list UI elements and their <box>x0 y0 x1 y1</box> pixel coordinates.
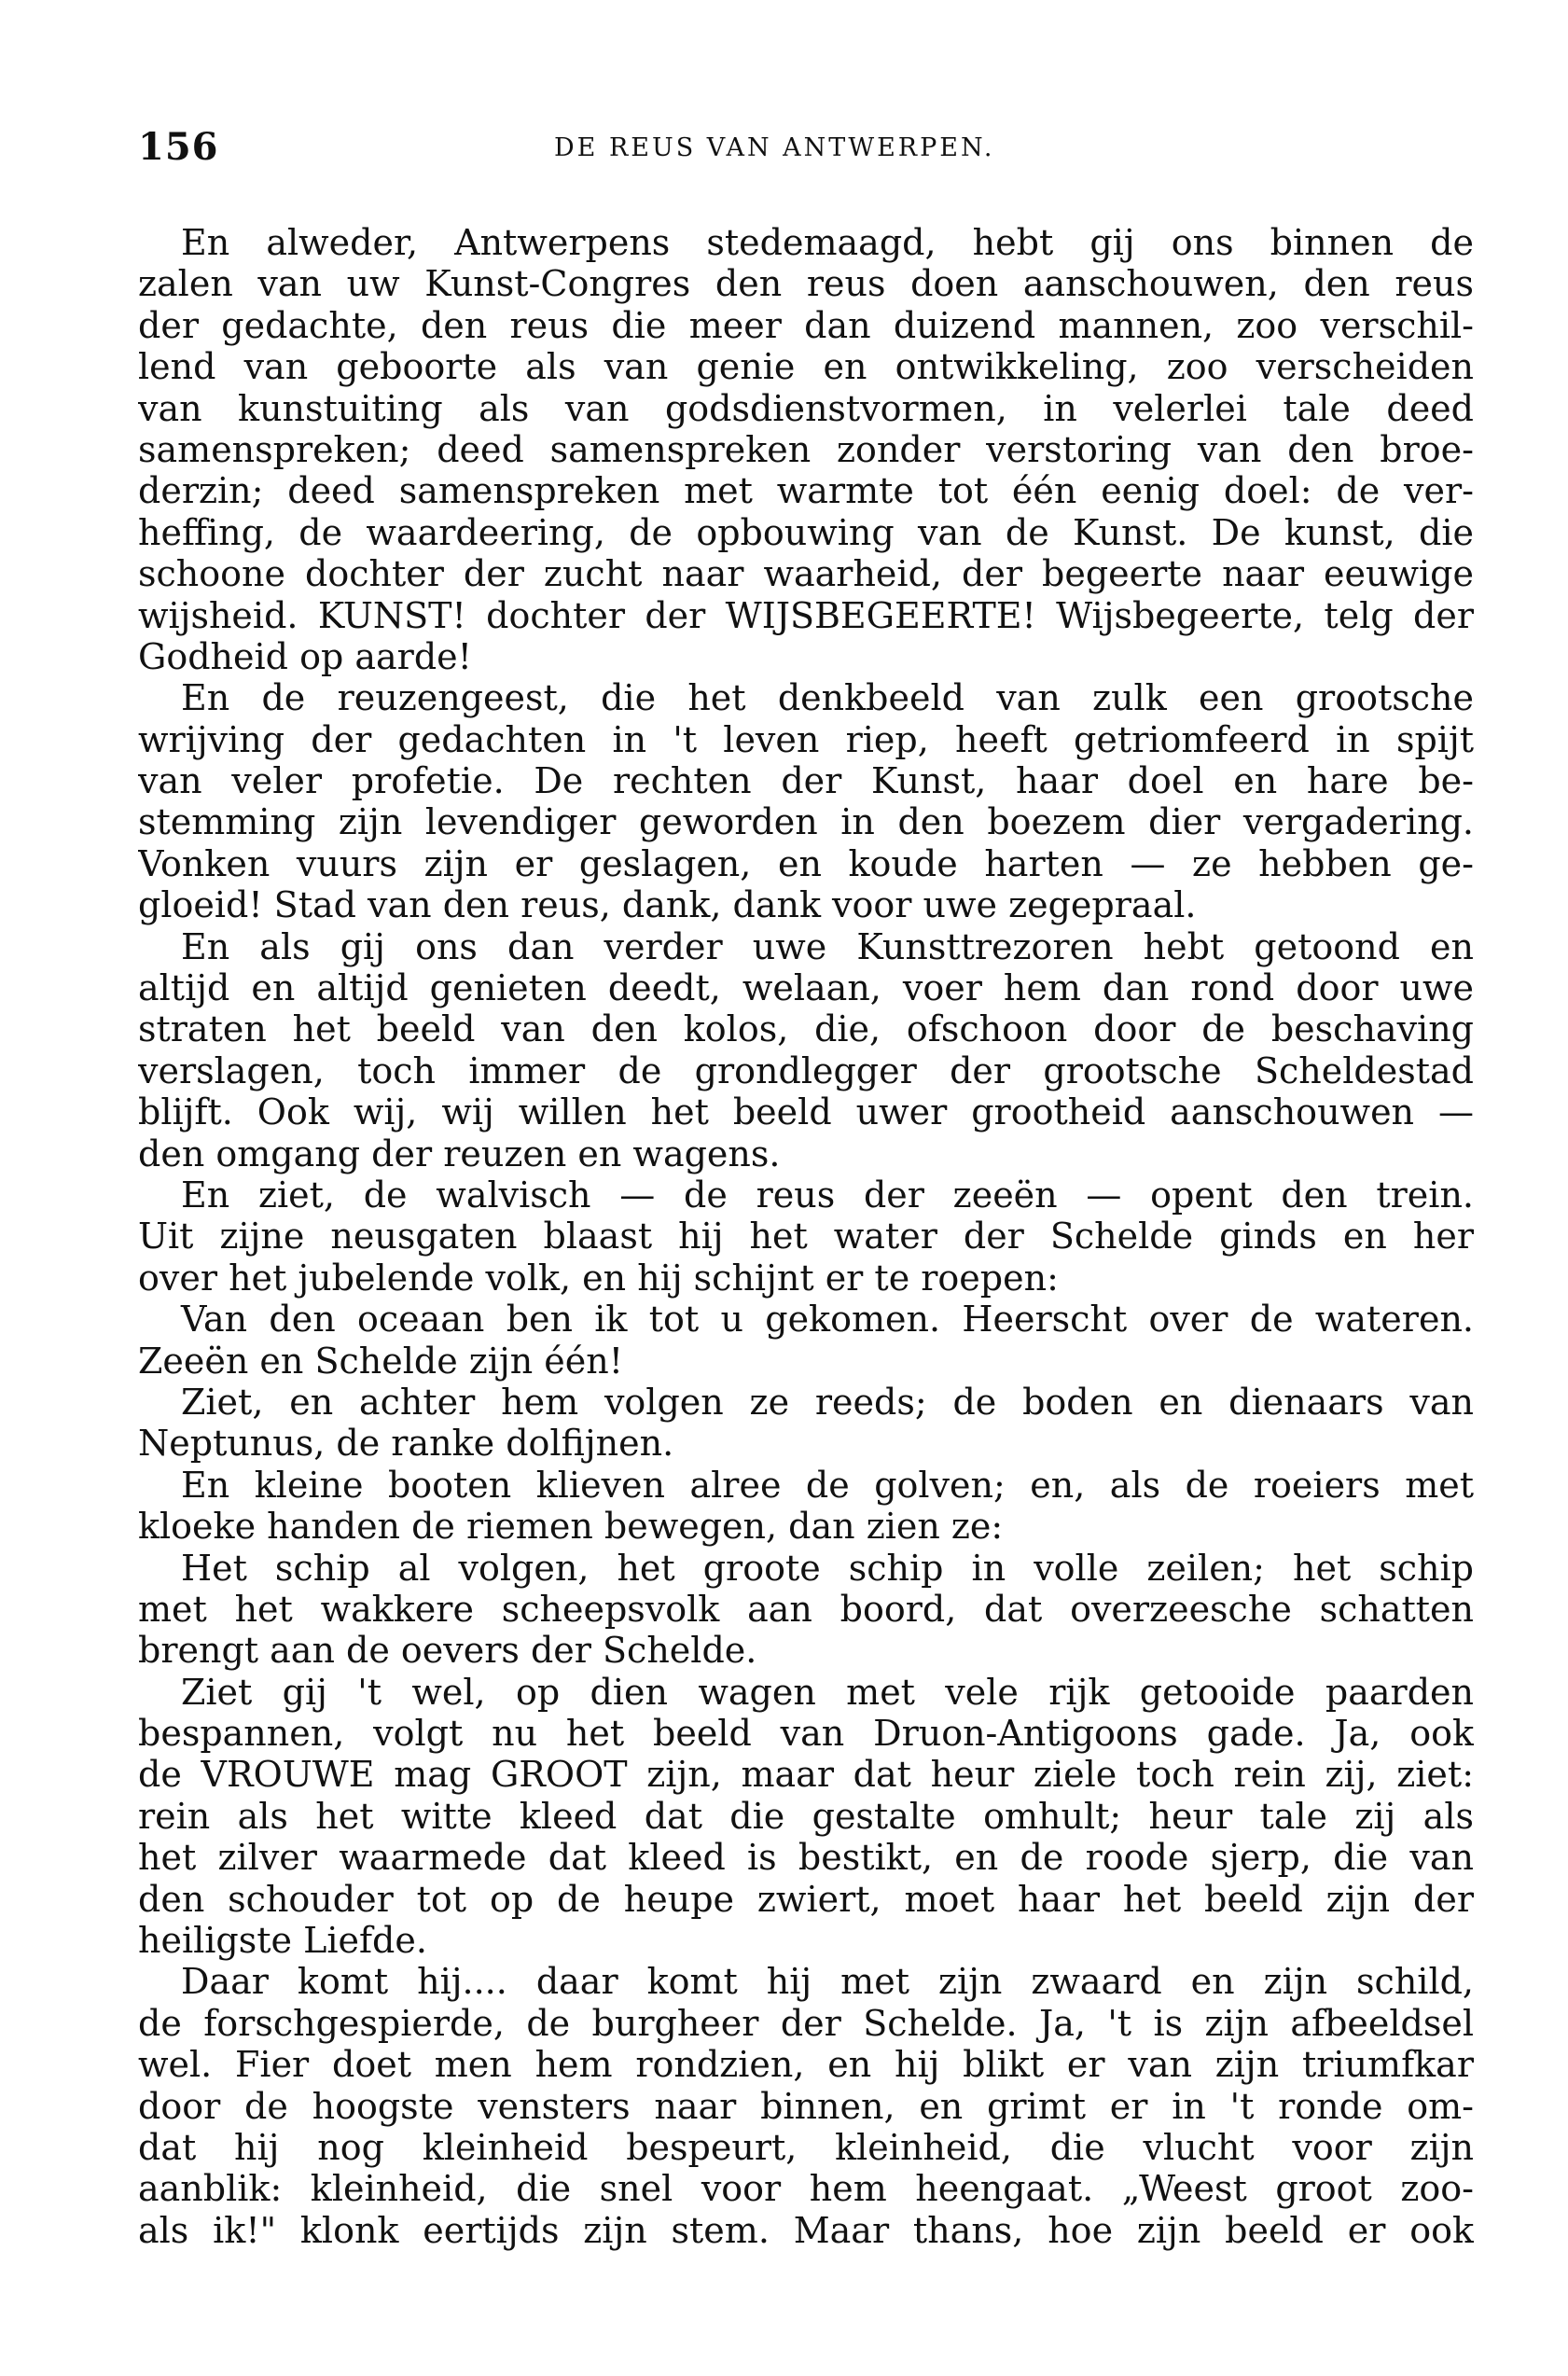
text-line: gloeid! Stad van den reus, dank, dank voor uwe zegepraal. <box>138 884 1197 926</box>
text-line: kloeke handen de riemen bewegen, dan zien ze: <box>138 1506 1004 1548</box>
text-line: samenspreken; deed samenspreken zonder verstoring van den broe- <box>138 428 1474 470</box>
text-line: Daar komt hij.... daar komt hij met zijn zwaard en zijn schild, <box>181 1961 1474 2003</box>
text-line: den schouder tot op de heupe zwiert, moet haar het beeld zijn der <box>138 1878 1474 1920</box>
text-line: bespannen, volgt nu het beeld van Druon-Antigoons gade. Ja, ook <box>138 1713 1474 1755</box>
text-line: Uit zijne neusgaten blaast hij het water der Schelde ginds en her <box>138 1216 1474 1257</box>
text-line: Zeeën en Schelde zijn één! <box>138 1340 624 1382</box>
text-line: En als gij ons dan verder uwe Kunsttrezoren hebt getoond en <box>181 925 1474 967</box>
body-text <box>138 222 1474 2251</box>
text-line: Neptunus, de ranke dolfijnen. <box>138 1423 674 1465</box>
text-line: stemming zijn levendiger geworden in den boezem dier vergadering. <box>138 801 1474 843</box>
text-line: wel. Fier doet men hem rondzien, en hij blikt er van zijn triumfkar <box>138 2044 1474 2086</box>
text-line: En ziet, de walvisch — de reus der zeeën — opent den trein. <box>181 1174 1474 1216</box>
text-line: de VROUWE mag GROOT zijn, maar dat heur ziele toch rein zij, ziet: <box>138 1754 1474 1796</box>
text-line: Ziet, en achter hem volgen ze reeds; de boden en dienaars van <box>181 1381 1474 1423</box>
text-line: lend van geboorte als van genie en ontwikkeling, zoo verscheiden <box>138 346 1474 388</box>
text-line: derzin; deed samenspreken met warmte tot één eenig doel: de ver- <box>138 470 1474 512</box>
text-line: rein als het witte kleed dat die gestalte omhult; heur tale zij als <box>138 1795 1474 1837</box>
text-line: van veler profetie. De rechten der Kunst, haar doel en hare be- <box>138 760 1474 802</box>
text-line: met het wakkere scheepsvolk aan boord, dat overzeesche schatten <box>138 1588 1474 1630</box>
text-line: En kleine booten klieven alree de golven; en, als de roeiers met <box>181 1464 1474 1506</box>
text-line: de forschgespierde, de burgheer der Schelde. Ja, 't is zijn afbeeldsel <box>138 2002 1474 2044</box>
text-line: blijft. Ook wij, wij willen het beeld uwer grootheid aanschouwen — <box>138 1091 1474 1133</box>
text-line: aanblik: kleinheid, die snel voor hem heengaat. „Weest groot zoo- <box>138 2168 1474 2210</box>
text-line: over het jubelende volk, en hij schijnt er te roepen: <box>138 1257 1059 1299</box>
text-line: der gedachte, den reus die meer dan duizend mannen, zoo verschil- <box>138 304 1474 346</box>
text-line: als ik!" klonk eertijds zijn stem. Maar thans, hoe zijn beeld er ook <box>138 2209 1474 2251</box>
text-line: Het schip al volgen, het groote schip in volle zeilen; het schip <box>181 1547 1474 1589</box>
text-line: den omgang der reuzen en wagens. <box>138 1132 781 1174</box>
running-title: DE REUS VAN ANTWERPEN. <box>554 133 995 162</box>
text-line: door de hoogste vensters naar binnen, en grimt er in 't ronde om- <box>138 2085 1474 2127</box>
text-line: straten het beeld van den kolos, die, ofschoon door de beschaving <box>138 1008 1474 1050</box>
text-line: heffing, de waardeering, de opbouwing van de Kunst. De kunst, die <box>138 511 1474 553</box>
text-line: verslagen, toch immer de grondlegger der grootsche Scheldestad <box>138 1049 1474 1091</box>
text-line: zalen van uw Kunst-Congres den reus doen aanschouwen, den reus <box>138 263 1474 305</box>
text-line: heiligste Liefde. <box>138 1920 427 1962</box>
text-line: wijsheid. KUNST! dochter der WIJSBEGEERTE! Wijsbegeerte, telg der <box>138 594 1474 636</box>
running-head <box>138 119 1474 175</box>
text-line: het zilver waarmede dat kleed is bestikt, en de roode sjerp, die van <box>138 1837 1474 1879</box>
text-line: wrijving der gedachten in 't leven riep, heeft getriomfeerd in spijt <box>138 718 1474 760</box>
text-line: Van den oceaan ben ik tot u gekomen. Heerscht over de wateren. <box>181 1299 1474 1341</box>
text-line: Ziet gij 't wel, op dien wagen met vele rijk getooide paarden <box>181 1671 1474 1713</box>
text-line: dat hij nog kleinheid bespeurt, kleinheid, die vlucht voor zijn <box>138 2126 1474 2168</box>
text-line: van kunstuiting als van godsdienstvormen, in velerlei tale deed <box>138 387 1474 429</box>
page-number: 156 <box>138 125 219 169</box>
text-line: altijd en altijd genieten deedt, welaan, voer hem dan rond door uwe <box>138 967 1474 1009</box>
text-line: Godheid op aarde! <box>138 635 472 677</box>
text-line: En de reuzengeest, die het denkbeeld van zulk een grootsche <box>181 677 1474 719</box>
text-line: Vonken vuurs zijn er geslagen, en koude harten — ze hebben ge- <box>138 842 1474 884</box>
text-line: En alweder, Antwerpens stedemaagd, hebt gij ons binnen de <box>181 222 1474 263</box>
text-line: brengt aan de oevers der Schelde. <box>138 1630 757 1672</box>
text-line: schoone dochter der zucht naar waarheid, der begeerte naar eeuwige <box>138 553 1474 595</box>
